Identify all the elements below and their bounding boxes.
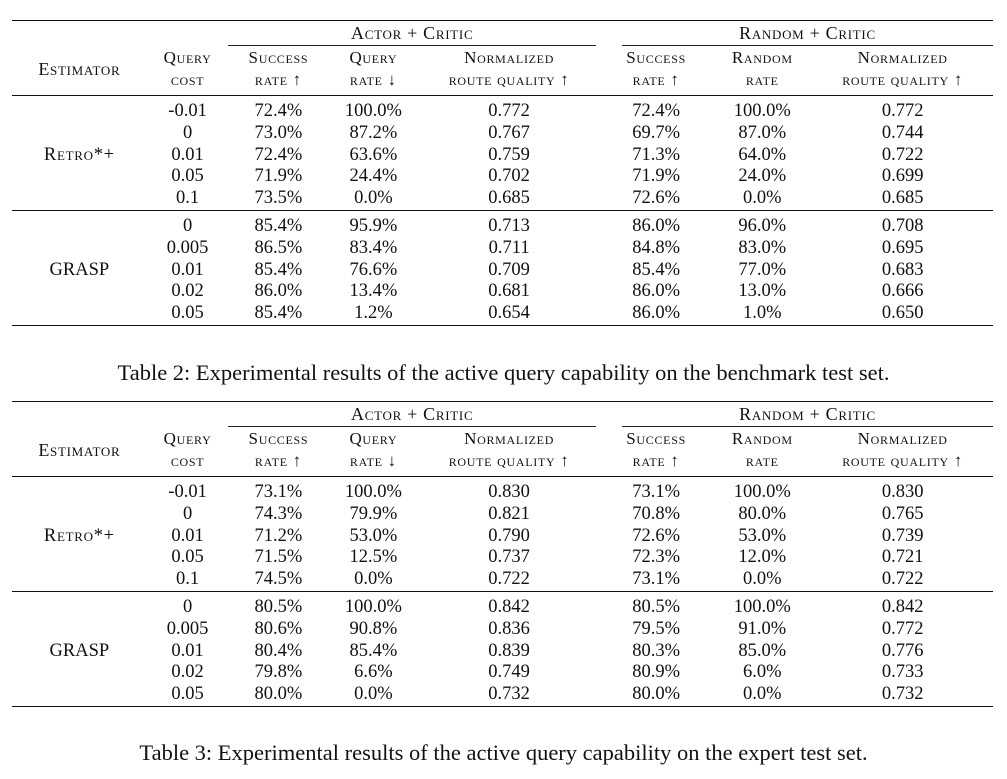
table-row bbox=[12, 526, 993, 548]
table-row bbox=[12, 641, 993, 663]
table-cell: 0.776 bbox=[881, 640, 924, 661]
table-cell: 90.8% bbox=[349, 618, 398, 639]
table-cell: 72.4% bbox=[254, 144, 303, 165]
header-random-rate: Random rate bbox=[731, 48, 793, 89]
table-cell: 71.9% bbox=[632, 166, 680, 187]
table-cell: 80.5% bbox=[254, 596, 303, 617]
header-query-cost: Query cost bbox=[163, 48, 212, 89]
table-cell: 72.6% bbox=[632, 525, 680, 546]
table-row bbox=[12, 188, 993, 210]
table-cell: -0.01 bbox=[168, 482, 207, 502]
table-row bbox=[12, 281, 993, 303]
table-cell: 85.0% bbox=[738, 640, 787, 661]
table-cell: 13.0% bbox=[738, 281, 787, 302]
table-cell: 0.01 bbox=[171, 259, 204, 280]
table-cell: 80.0% bbox=[254, 684, 303, 705]
table-cell: 0.790 bbox=[488, 525, 530, 546]
table-cell: 0.709 bbox=[488, 259, 530, 280]
table-cell: 86.0% bbox=[632, 281, 680, 302]
table-cell: 0.732 bbox=[488, 684, 530, 705]
table-cell: 6.0% bbox=[742, 662, 782, 683]
estimator-label: GRASP bbox=[49, 259, 110, 280]
table-cell: 72.4% bbox=[254, 101, 303, 121]
table-cell: 83.4% bbox=[349, 237, 398, 258]
table-cell: 72.6% bbox=[632, 188, 680, 209]
table-row bbox=[12, 504, 993, 526]
header-query-rate: Query rate ↓ bbox=[349, 429, 398, 470]
table-cell: 87.0% bbox=[738, 122, 787, 143]
table-cell: 69.7% bbox=[632, 122, 680, 143]
table-cell: 0.722 bbox=[488, 569, 530, 590]
table-row bbox=[12, 547, 993, 569]
table-cell: 0.765 bbox=[881, 503, 924, 524]
table-row bbox=[12, 238, 993, 260]
table-cell: 0.05 bbox=[171, 547, 204, 568]
table-2-caption: Table 2: Experimental results of the active query capability on the benchmark test set. bbox=[117, 360, 890, 385]
table-cell: 1.0% bbox=[742, 303, 782, 324]
table-cell: 0.767 bbox=[488, 122, 530, 143]
table-row bbox=[12, 591, 993, 618]
table-cell: 80.0% bbox=[632, 684, 680, 705]
group-header-random-critic: Random + Critic bbox=[600, 402, 993, 429]
table-cell: 0.05 bbox=[171, 303, 204, 324]
table-cell: 86.0% bbox=[632, 303, 680, 324]
table-row bbox=[12, 477, 993, 504]
table-cell: 0.739 bbox=[881, 525, 924, 546]
table-cell: 0.821 bbox=[488, 503, 530, 524]
table-cell: 0 bbox=[182, 122, 193, 143]
header-normalized-route-quality: Normalized route quality ↑ bbox=[448, 429, 570, 470]
table-cell: 85.4% bbox=[349, 640, 398, 661]
header-query-cost: Query cost bbox=[163, 429, 212, 470]
table-cell: 73.5% bbox=[254, 188, 303, 209]
table-cell: 0.702 bbox=[488, 166, 530, 187]
table-cell: 0.02 bbox=[171, 662, 204, 683]
table-cell: 0.722 bbox=[881, 144, 924, 165]
table-cell: 0.1 bbox=[176, 188, 200, 209]
table-row bbox=[12, 166, 993, 188]
table-cell: 0.711 bbox=[488, 237, 530, 258]
table-cell: 0.05 bbox=[171, 166, 204, 187]
table-cell: 53.0% bbox=[349, 525, 398, 546]
table-cell: 91.0% bbox=[738, 618, 787, 639]
table-cell: 0.732 bbox=[881, 684, 924, 705]
table-cell: 0.759 bbox=[488, 144, 530, 165]
table-cell: 100.0% bbox=[344, 596, 402, 617]
table-cell: 0.0% bbox=[742, 569, 782, 590]
table-cell: 0.01 bbox=[171, 144, 204, 165]
table-3-caption: Table 3: Experimental results of the active query capability on the expert test set. bbox=[139, 740, 868, 765]
table-cell: 0.772 bbox=[881, 101, 924, 121]
table-cell: 80.9% bbox=[632, 662, 680, 683]
table-cell: 76.6% bbox=[349, 259, 398, 280]
table-cell: 0.0% bbox=[742, 188, 782, 209]
table-cell: 0 bbox=[182, 596, 193, 617]
table-cell: 96.0% bbox=[738, 215, 787, 236]
table-cell: 73.1% bbox=[254, 482, 303, 502]
table-cell: 77.0% bbox=[738, 259, 787, 280]
table-cell: 0.842 bbox=[488, 596, 530, 617]
table-cell: 0.685 bbox=[488, 188, 530, 209]
table-cell: -0.01 bbox=[168, 101, 207, 121]
table-row bbox=[12, 303, 993, 325]
table-row bbox=[12, 662, 993, 684]
table-cell: 72.4% bbox=[632, 101, 680, 121]
table-cell: 80.6% bbox=[254, 618, 303, 639]
table-2 bbox=[12, 20, 993, 326]
group-header-random-critic: Random + Critic bbox=[600, 21, 993, 48]
group-header-actor-critic: Actor + Critic bbox=[228, 21, 600, 48]
table-row bbox=[12, 123, 993, 145]
table-cell: 0.772 bbox=[881, 618, 924, 639]
table-3 bbox=[12, 401, 993, 707]
table-cell: 64.0% bbox=[738, 144, 787, 165]
table-cell: 0.05 bbox=[171, 684, 204, 705]
table-cell: 0.005 bbox=[166, 237, 209, 258]
header-estimator: Estimator bbox=[38, 440, 121, 460]
table-cell: 86.0% bbox=[632, 215, 680, 236]
table-cell: 73.1% bbox=[632, 482, 680, 502]
table-cell: 0.02 bbox=[171, 281, 204, 302]
header-normalized-route-quality: Normalized route quality ↑ bbox=[842, 48, 964, 89]
table-cell: 0.0% bbox=[354, 569, 393, 590]
table-cell: 80.3% bbox=[632, 640, 680, 661]
table-cell: 0.01 bbox=[171, 525, 204, 546]
table-cell: 0.722 bbox=[881, 569, 924, 590]
table-row bbox=[12, 260, 993, 282]
estimator-label: GRASP bbox=[49, 640, 110, 661]
table-cell: 0.772 bbox=[488, 101, 530, 121]
table-cell: 0.721 bbox=[881, 547, 924, 568]
group-header-actor-critic: Actor + Critic bbox=[228, 402, 600, 429]
table-cell: 79.9% bbox=[349, 503, 398, 524]
table-row bbox=[12, 684, 993, 706]
table-cell: 1.2% bbox=[354, 303, 393, 324]
table-cell: 86.0% bbox=[254, 281, 303, 302]
table-cell: 0.0% bbox=[742, 684, 782, 705]
table-cell: 0.650 bbox=[881, 303, 924, 324]
table-cell: 73.1% bbox=[632, 569, 680, 590]
table-cell: 0.1 bbox=[176, 569, 200, 590]
header-random-rate: Random rate bbox=[731, 429, 793, 470]
table-cell: 100.0% bbox=[733, 101, 791, 121]
table-cell: 0.666 bbox=[881, 281, 924, 302]
table-cell: 12.5% bbox=[349, 547, 398, 568]
table-cell: 0.749 bbox=[488, 662, 530, 683]
table-cell: 0.708 bbox=[881, 215, 924, 236]
table-cell: 84.8% bbox=[632, 237, 680, 258]
table-cell: 0.699 bbox=[881, 166, 924, 187]
table-cell: 73.0% bbox=[254, 122, 303, 143]
results-table bbox=[12, 401, 993, 707]
table-cell: 6.6% bbox=[354, 662, 393, 683]
table-cell: 80.0% bbox=[738, 503, 787, 524]
table-cell: 0.654 bbox=[488, 303, 530, 324]
table-cell: 70.8% bbox=[632, 503, 680, 524]
table-cell: 12.0% bbox=[738, 547, 787, 568]
estimator-label: Retro*+ bbox=[43, 525, 115, 546]
table-cell: 85.4% bbox=[254, 259, 303, 280]
table-cell: 0.0% bbox=[354, 188, 393, 209]
table-cell: 0.744 bbox=[881, 122, 924, 143]
table-cell: 86.5% bbox=[254, 237, 303, 258]
table-cell: 95.9% bbox=[349, 215, 398, 236]
table-cell: 0.839 bbox=[488, 640, 530, 661]
table-cell: 80.5% bbox=[632, 596, 680, 617]
header-normalized-route-quality: Normalized route quality ↑ bbox=[842, 429, 964, 470]
table-cell: 0.713 bbox=[488, 215, 530, 236]
table-cell: 71.9% bbox=[254, 166, 303, 187]
table-cell: 13.4% bbox=[349, 281, 398, 302]
table-cell: 0 bbox=[182, 215, 193, 236]
table-cell: 0.842 bbox=[881, 596, 924, 617]
table-cell: 0.681 bbox=[488, 281, 530, 302]
table-cell: 63.6% bbox=[349, 144, 398, 165]
table-cell: 0.733 bbox=[881, 662, 924, 683]
table-cell: 53.0% bbox=[738, 525, 787, 546]
table-cell: 0.685 bbox=[881, 188, 924, 209]
results-table bbox=[12, 20, 993, 326]
table-cell: 24.0% bbox=[738, 166, 787, 187]
table-row bbox=[12, 96, 993, 123]
table-cell: 0.01 bbox=[171, 640, 204, 661]
table-cell: 100.0% bbox=[733, 596, 791, 617]
table-cell: 0.005 bbox=[166, 618, 209, 639]
table-cell: 0.836 bbox=[488, 618, 530, 639]
table-cell: 100.0% bbox=[344, 482, 402, 502]
table-cell: 100.0% bbox=[733, 482, 791, 502]
table-cell: 83.0% bbox=[738, 237, 787, 258]
table-row bbox=[12, 569, 993, 591]
table-cell: 87.2% bbox=[349, 122, 398, 143]
table-cell: 100.0% bbox=[344, 101, 402, 121]
header-success-rate: Success rate ↑ bbox=[626, 48, 686, 89]
table-row bbox=[12, 210, 993, 237]
header-estimator: Estimator bbox=[38, 59, 121, 79]
table-cell: 0.683 bbox=[881, 259, 924, 280]
table-cell: 71.3% bbox=[632, 144, 680, 165]
header-query-rate: Query rate ↓ bbox=[349, 48, 398, 89]
table-cell: 79.8% bbox=[254, 662, 303, 683]
table-cell: 79.5% bbox=[632, 618, 680, 639]
table-cell: 85.4% bbox=[632, 259, 680, 280]
table-cell: 85.4% bbox=[254, 215, 303, 236]
table-cell: 85.4% bbox=[254, 303, 303, 324]
table-cell: 71.5% bbox=[254, 547, 303, 568]
table-cell: 74.3% bbox=[254, 503, 303, 524]
table-row bbox=[12, 145, 993, 167]
table-cell: 0.0% bbox=[354, 684, 393, 705]
table-cell: 72.3% bbox=[632, 547, 680, 568]
table-cell: 0 bbox=[182, 503, 193, 524]
table-cell: 0.830 bbox=[488, 482, 530, 502]
table-cell: 0.830 bbox=[881, 482, 924, 502]
header-success-rate: Success rate ↑ bbox=[248, 429, 309, 470]
header-normalized-route-quality: Normalized route quality ↑ bbox=[448, 48, 570, 89]
table-cell: 80.4% bbox=[254, 640, 303, 661]
table-cell: 74.5% bbox=[254, 569, 303, 590]
header-success-rate: Success rate ↑ bbox=[248, 48, 309, 89]
table-cell: 71.2% bbox=[254, 525, 303, 546]
estimator-label: Retro*+ bbox=[43, 144, 115, 165]
table-cell: 0.737 bbox=[488, 547, 530, 568]
table-cell: 24.4% bbox=[349, 166, 398, 187]
table-cell: 0.695 bbox=[881, 237, 924, 258]
header-success-rate: Success rate ↑ bbox=[626, 429, 686, 470]
table-row bbox=[12, 619, 993, 641]
